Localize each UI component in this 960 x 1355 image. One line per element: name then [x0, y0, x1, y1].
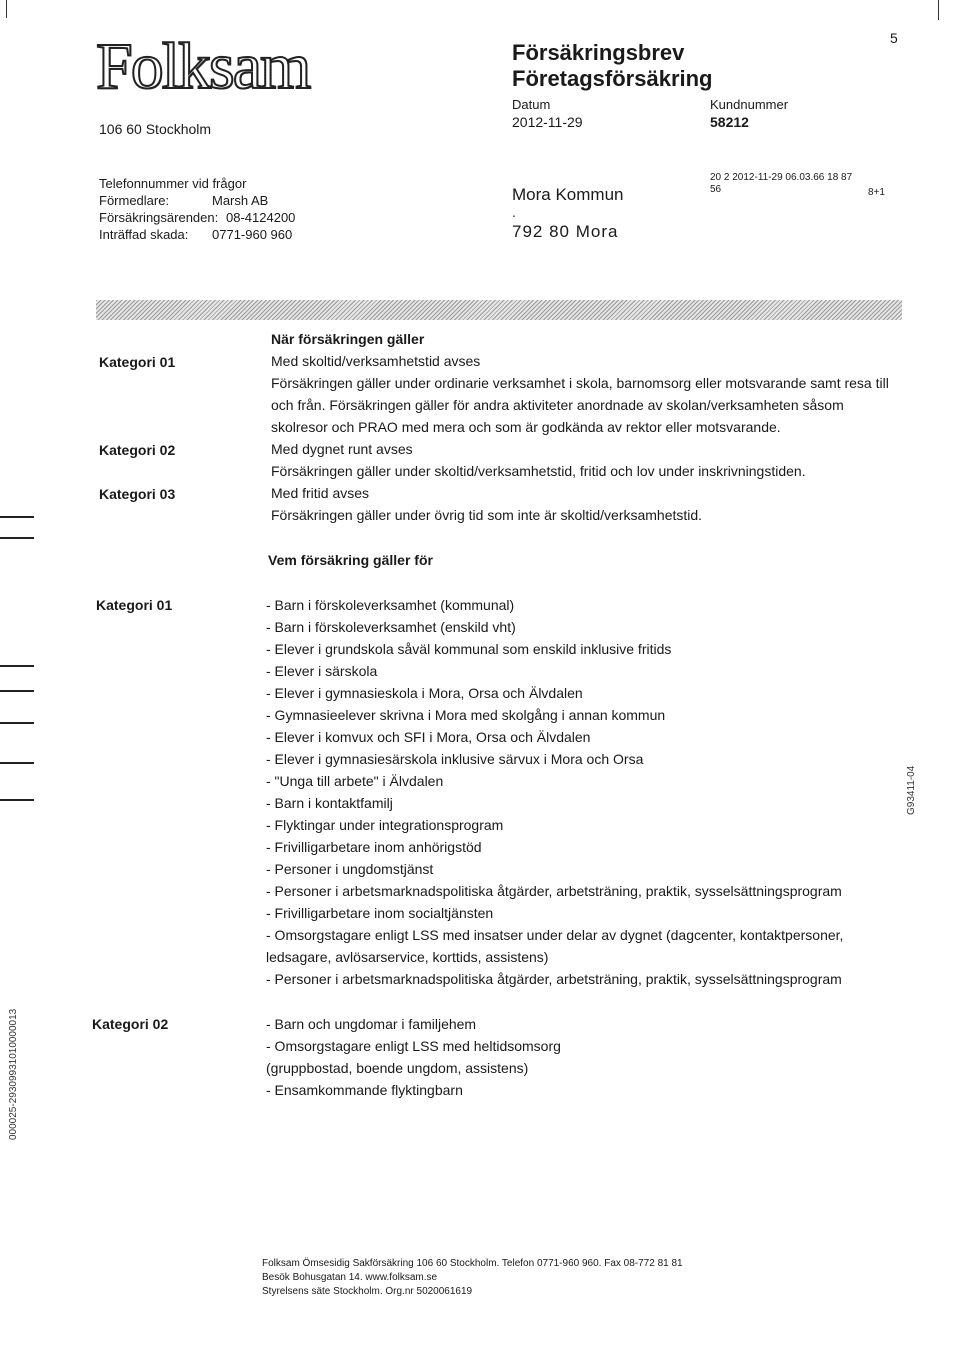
reference-code: 20 2 2012-11-29 06.03.66 18 87 [710, 172, 853, 183]
kategori02-list [266, 1013, 561, 1101]
margin-mark [0, 516, 34, 518]
list-item: - Barn i kontaktfamilj [266, 795, 393, 811]
list-item: - Barn i förskoleverksamhet (kommunal) [266, 597, 515, 613]
footer [262, 1257, 683, 1299]
margin-mark [0, 799, 34, 801]
doc-title-secondary: Företagsförsäkring [512, 66, 713, 91]
margin-mark [0, 537, 34, 539]
recipient-city: 792 80 Mora [512, 222, 619, 241]
side-code-left: 000025-29309931010000013 [8, 1008, 19, 1140]
list-item: - Gymnasieelever skrivna i Mora med skolgång i annan kommun [266, 707, 666, 723]
text-line: Försäkringen gäller under övrig tid som inte är skoltid/verksamhetstid. [271, 507, 703, 523]
list-item: - Omsorgstagare enligt LSS med heltidsomsorg [266, 1038, 561, 1054]
reference-code: 8+1 [868, 187, 885, 198]
category-label: Kategori 02 [99, 442, 176, 458]
category-label: Kategori 02 [92, 1016, 169, 1032]
reference-code: 56 [710, 184, 722, 195]
list-item: - Elever i komvux och SFI i Mora, Orsa och Älvdalen [266, 729, 591, 745]
datum-label: Datum [512, 97, 551, 112]
category-label: Kategori 03 [99, 486, 176, 502]
contact-label: Förmedlare: [99, 193, 170, 208]
text-line: Med fritid avses [271, 485, 370, 501]
contact-value: 0771-960 960 [212, 227, 293, 242]
list-item: - Frivilligarbetare inom anhörigstöd [266, 839, 482, 855]
list-item: - Elever i grundskola såväl kommunal som enskild inklusive fritids [266, 641, 672, 657]
datum-value: 2012-11-29 [512, 114, 583, 130]
list-item: - Personer i arbetsmarknadspolitiska åtgärder, arbetsträning, praktik, sysselsättningsprogram [266, 971, 842, 987]
list-item: (gruppbostad, boende ungdom, assistens) [266, 1060, 529, 1076]
category-label: Kategori 01 [99, 354, 176, 370]
list-item: - Ensamkommande flyktingbarn [266, 1082, 463, 1098]
list-item: - Frivilligarbetare inom socialtjänsten [266, 905, 494, 921]
category-label: Kategori 01 [96, 597, 173, 613]
scan-edge-line [938, 0, 939, 20]
footer-line: Styrelsens säte Stockholm. Org.nr 5020061619 [262, 1286, 473, 1297]
recipient-dot: . [512, 204, 516, 220]
contact-label: Försäkringsärenden: [99, 210, 219, 225]
text-line: skolresor och PRAO med mera och som är godkända av rektor eller motsvarande. [271, 419, 781, 435]
side-code-right: G93411-04 [906, 765, 917, 815]
list-item: - Elever i gymnasieskola i Mora, Orsa och Älvdalen [266, 685, 583, 701]
margin-mark [0, 722, 34, 724]
recipient-name: Mora Kommun [512, 185, 624, 204]
contact-label: Inträffad skada: [99, 227, 189, 242]
list-item: - Omsorgstagare enligt LSS med insatser under delar av dygnet (dagcenter, kontaktpersoner, [266, 927, 844, 943]
list-item: - Personer i ungdomstjänst [266, 861, 434, 877]
contact-value: Marsh AB [212, 193, 269, 208]
kundnummer-value: 58212 [710, 114, 749, 130]
doc-title-primary: Försäkringsbrev [512, 40, 685, 65]
list-item: - Personer i arbetsmarknadspolitiska åtgärder, arbetsträning, praktik, sysselsättningsprogram [266, 883, 842, 899]
text-line: Med skoltid/verksamhetstid avses [271, 353, 481, 369]
footer-line: Folksam Ömsesidig Sakförsäkring 106 60 Stockholm. Telefon 0771-960 960. Fax 08-772 81 81 [262, 1258, 683, 1269]
kundnummer-label: Kundnummer [710, 97, 789, 112]
list-item: - Elever i gymnasiesärskola inklusive särvux i Mora och Orsa [266, 751, 644, 767]
list-item: - Barn i förskoleverksamhet (enskild vht) [266, 619, 516, 635]
text-line: Försäkringen gäller under skoltid/verksamhetstid, fritid och lov under inskrivningstiden. [271, 463, 806, 479]
coverage-text [271, 350, 889, 526]
kategori01-list [266, 594, 843, 990]
list-item: - Elever i särskola [266, 663, 378, 679]
footer-line: Besök Bohusgatan 14. www.folksam.se [262, 1272, 438, 1283]
margin-mark [0, 690, 34, 692]
contact-value: 08-4124200 [226, 210, 296, 225]
text-line: Med dygnet runt avses [271, 441, 413, 457]
page-number: 5 [890, 30, 898, 46]
list-item: ledsagare, avlösarservice, korttids, assistens) [266, 949, 549, 965]
margin-mark [0, 665, 34, 667]
sender-address: 106 60 Stockholm [99, 121, 212, 137]
margin-mark [0, 762, 34, 764]
list-item: - Flyktingar under integrationsprogram [266, 817, 504, 833]
section1-heading: När försäkringen gäller [271, 331, 425, 347]
text-line: och från. Försäkringen gäller för andra aktiviteter anordnade av skolan/verksamheten såsom [271, 397, 844, 413]
section2-heading: Vem försäkring gäller för [268, 552, 433, 568]
list-item: - Barn och ungdomar i familjehem [266, 1016, 477, 1032]
decorative-band [96, 300, 902, 320]
text-line: Försäkringen gäller under ordinarie verksamhet i skola, barnomsorg eller motsvarande samt resa till [271, 375, 889, 391]
scan-edge-line [6, 0, 7, 18]
list-item: - "Unga till arbete" i Älvdalen [266, 773, 444, 789]
contact-label: Telefonnummer vid frågor [99, 176, 247, 191]
folksam-logo: Folksam [96, 30, 310, 103]
